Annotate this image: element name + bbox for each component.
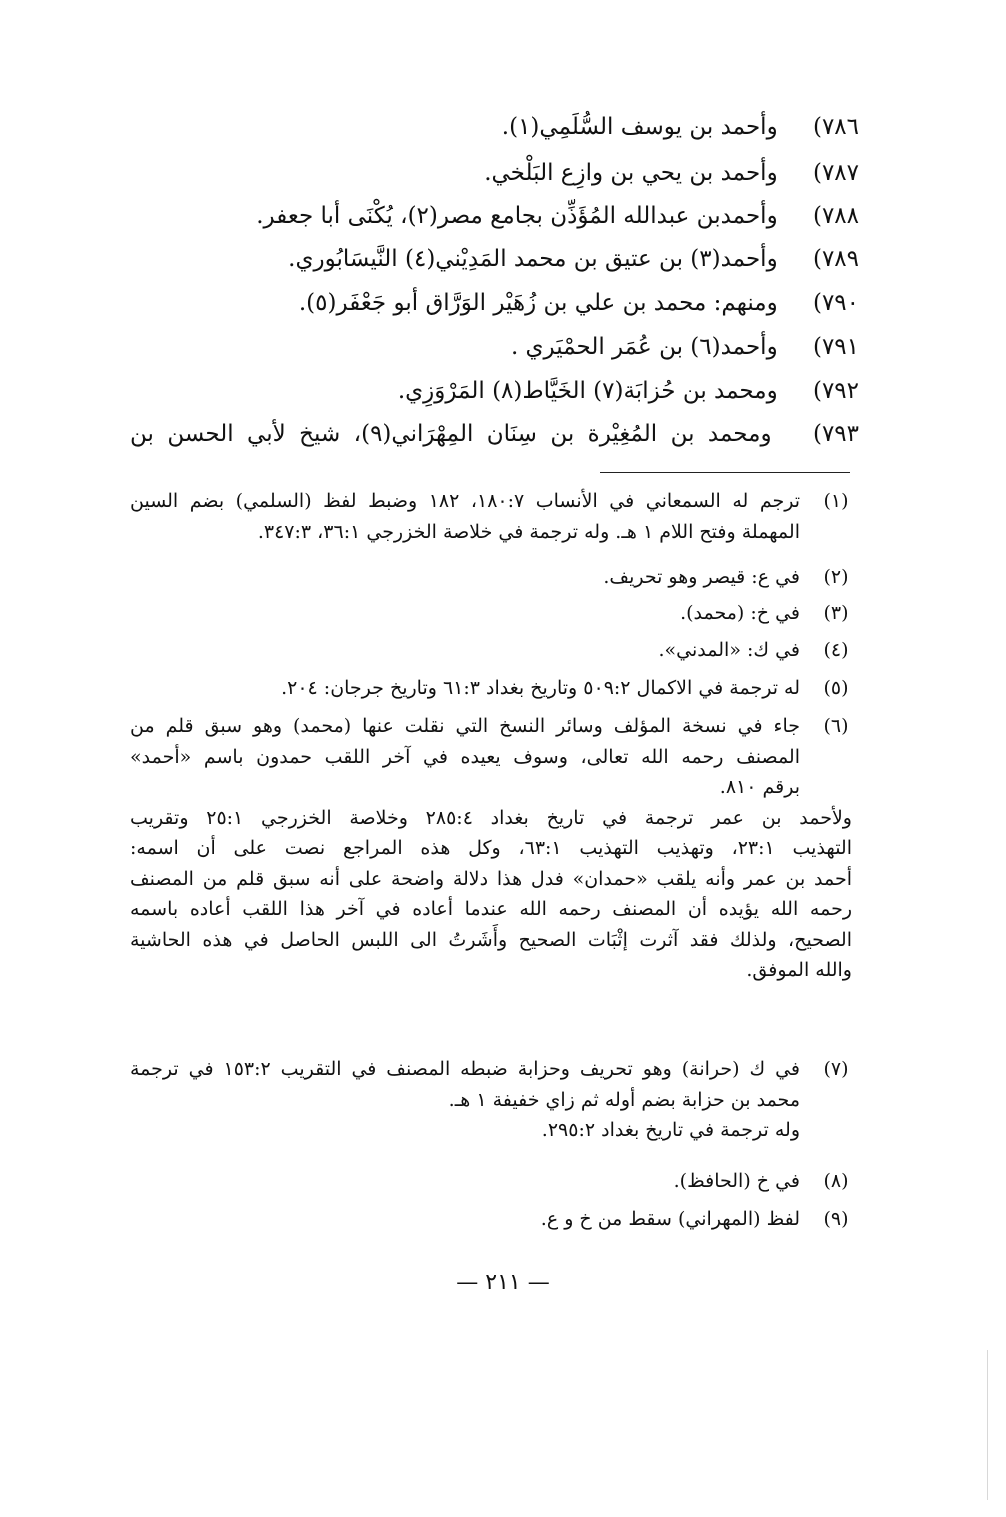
footnote-line: في ك (حرانة) وهو تحريف وحزابة ضبطه المصنف في التقريب ١٥٣:٢ في ترجمة bbox=[130, 1058, 801, 1080]
entry-790 bbox=[299, 288, 859, 318]
footnote-number: (٦) bbox=[823, 715, 849, 737]
entry-793 bbox=[130, 419, 859, 449]
footnote-line: جاء في نسخة المؤلف وسائر النسخ التي نقلت عنها (محمد) وهو سبق قلم من bbox=[130, 715, 800, 737]
footnote-5 bbox=[130, 673, 852, 704]
entry-number: ٧٨٧) bbox=[812, 160, 859, 186]
footnote-3 bbox=[130, 598, 852, 629]
entry-number: ٧٩٣) bbox=[812, 421, 859, 447]
footnote-9 bbox=[130, 1204, 852, 1235]
entry-text: وأحمد(٣) بن عتيق بن محمد المَدِيْني(٤) النَّيسَابُوري. bbox=[288, 246, 778, 272]
footnote-line: الصحيح، ولذلك فقد آثرت إثْبَات الصحيح وأَشَرتُ الى اللبس الحاصل في هذه الحاشية bbox=[130, 928, 852, 951]
entry-787 bbox=[484, 158, 859, 188]
page-number: — ٢١١ — bbox=[456, 1270, 550, 1295]
footnote-line: له ترجمة في الاكمال ٥٠٩:٢ وتاريخ بغداد ٦١:٣ وتاريخ جرجان: ٢٠٤. bbox=[281, 677, 800, 699]
footnote-line: ترجم له السمعاني في الأنساب ١٨٠:٧، ١٨٢ وضبط لفظ (السلمي) بضم السين bbox=[130, 490, 800, 512]
footnote-number: (٨) bbox=[823, 1170, 849, 1192]
footnote-line: وله ترجمة في تاريخ بغداد ٢٩٥:٢. bbox=[541, 1119, 800, 1141]
footnote-line: أحمد بن عمر وأنه يلقب «حمدان» فدل هذا دلالة واضحة على أنه سبق قلم من المصنف bbox=[130, 867, 852, 890]
entry-text: وأحمد بن يوسف السُّلَمِي(١). bbox=[501, 114, 778, 140]
scan-edge-line bbox=[987, 1350, 988, 1500]
footnote-line: في ك: «المدني». bbox=[658, 639, 800, 661]
footnote-number: (٢) bbox=[823, 566, 849, 588]
footnote-line: في خ: (محمد). bbox=[680, 602, 800, 624]
entry-792 bbox=[398, 376, 859, 406]
entry-text: ومنهم: محمد بن علي بن زُهَيْر الوَرَّاق أبو جَعْفَر(٥). bbox=[298, 290, 778, 316]
entry-number: ٧٩٢) bbox=[812, 378, 859, 404]
footnote-1 bbox=[130, 486, 852, 547]
entry-number: ٧٨٨) bbox=[812, 203, 859, 229]
footnote-line: في خ (الحافظ). bbox=[673, 1170, 800, 1192]
entry-text: ومحمد بن حُزابَة(٧) الخَيَّاط(٨) المَرْوَزِي. bbox=[397, 378, 778, 404]
footnote-line: ولأحمد بن عمر ترجمة في تاريخ بغداد ٢٨٥:٤ وخلاصة الخزرجي ٢٥:١ وتقريب bbox=[130, 806, 852, 829]
footnote-line: لفظ (المهراني) سقط من خ و ع. bbox=[540, 1208, 800, 1230]
footnote-line: والله الموفق. bbox=[746, 959, 852, 981]
footnote-number: (٧) bbox=[823, 1058, 849, 1080]
entry-text: وأحمد(٦) بن عُمَر الحمْيَري . bbox=[510, 334, 778, 360]
entry-789 bbox=[288, 244, 859, 274]
entry-number: ٧٩٠) bbox=[812, 290, 859, 316]
footnote-8 bbox=[130, 1166, 852, 1197]
entry-number: ٧٨٩) bbox=[812, 246, 859, 272]
footnote-line: محمد بن حزابة بضم أوله ثم زاي خفيفة ١ هـ. bbox=[448, 1088, 800, 1111]
entry-text: وأحمدبن عبدالله المُؤَذِّن بجامع مصر(٢)، يُكْنَى أبا جعفر. bbox=[256, 203, 778, 229]
footnote-2 bbox=[130, 562, 852, 593]
footnote-number: (٩) bbox=[823, 1208, 849, 1230]
footnote-line: التهذيب ٢٣:١، وتهذيب التهذيب ٦٣:١، وكل هذه المراجع نصت على أن اسمه: bbox=[130, 837, 852, 859]
footnote-7 bbox=[130, 1054, 852, 1146]
entry-number: ٧٨٦) bbox=[812, 114, 859, 140]
entry-791 bbox=[511, 332, 859, 362]
footnote-4 bbox=[130, 635, 852, 666]
footnote-line: في ع: قيصر وهو تحريف. bbox=[603, 566, 800, 588]
footnote-number: (١) bbox=[823, 490, 849, 512]
entry-number: ٧٩١) bbox=[812, 334, 859, 360]
footnote-number: (٥) bbox=[823, 677, 849, 699]
entry-text: وأحمد بن يحي بن وازِع البَلْخي. bbox=[484, 160, 778, 186]
footnote-line: المهملة وفتح اللام ١ هـ. وله ترجمة في خلاصة الخزرجي ٣٦:١، ٣٤٧:٣. bbox=[257, 520, 800, 543]
entry-788 bbox=[256, 201, 859, 231]
footnote-number: (٣) bbox=[823, 602, 849, 624]
footnote-separator bbox=[600, 472, 850, 473]
footnote-line: المصنف رحمه الله تعالى، وسوف يعيده في آخر اللقب حمدون باسم «أحمد» bbox=[130, 745, 800, 768]
entry-786 bbox=[502, 112, 859, 142]
footnote-line: برقم ٨١٠. bbox=[719, 776, 800, 798]
footnote-number: (٤) bbox=[823, 639, 849, 661]
entry-text: ومحمد بن المُغِيْرة بن سِنَان المِهْرَاني(٩)، شيخ لأبي الحسن بن bbox=[130, 421, 772, 447]
footnote-6 bbox=[130, 711, 852, 986]
footnote-line: رحمه الله يؤيده أن المصنف رحمه الله عندما أعاده في آخر هذا اللقب أعاده باسمه bbox=[130, 898, 852, 920]
